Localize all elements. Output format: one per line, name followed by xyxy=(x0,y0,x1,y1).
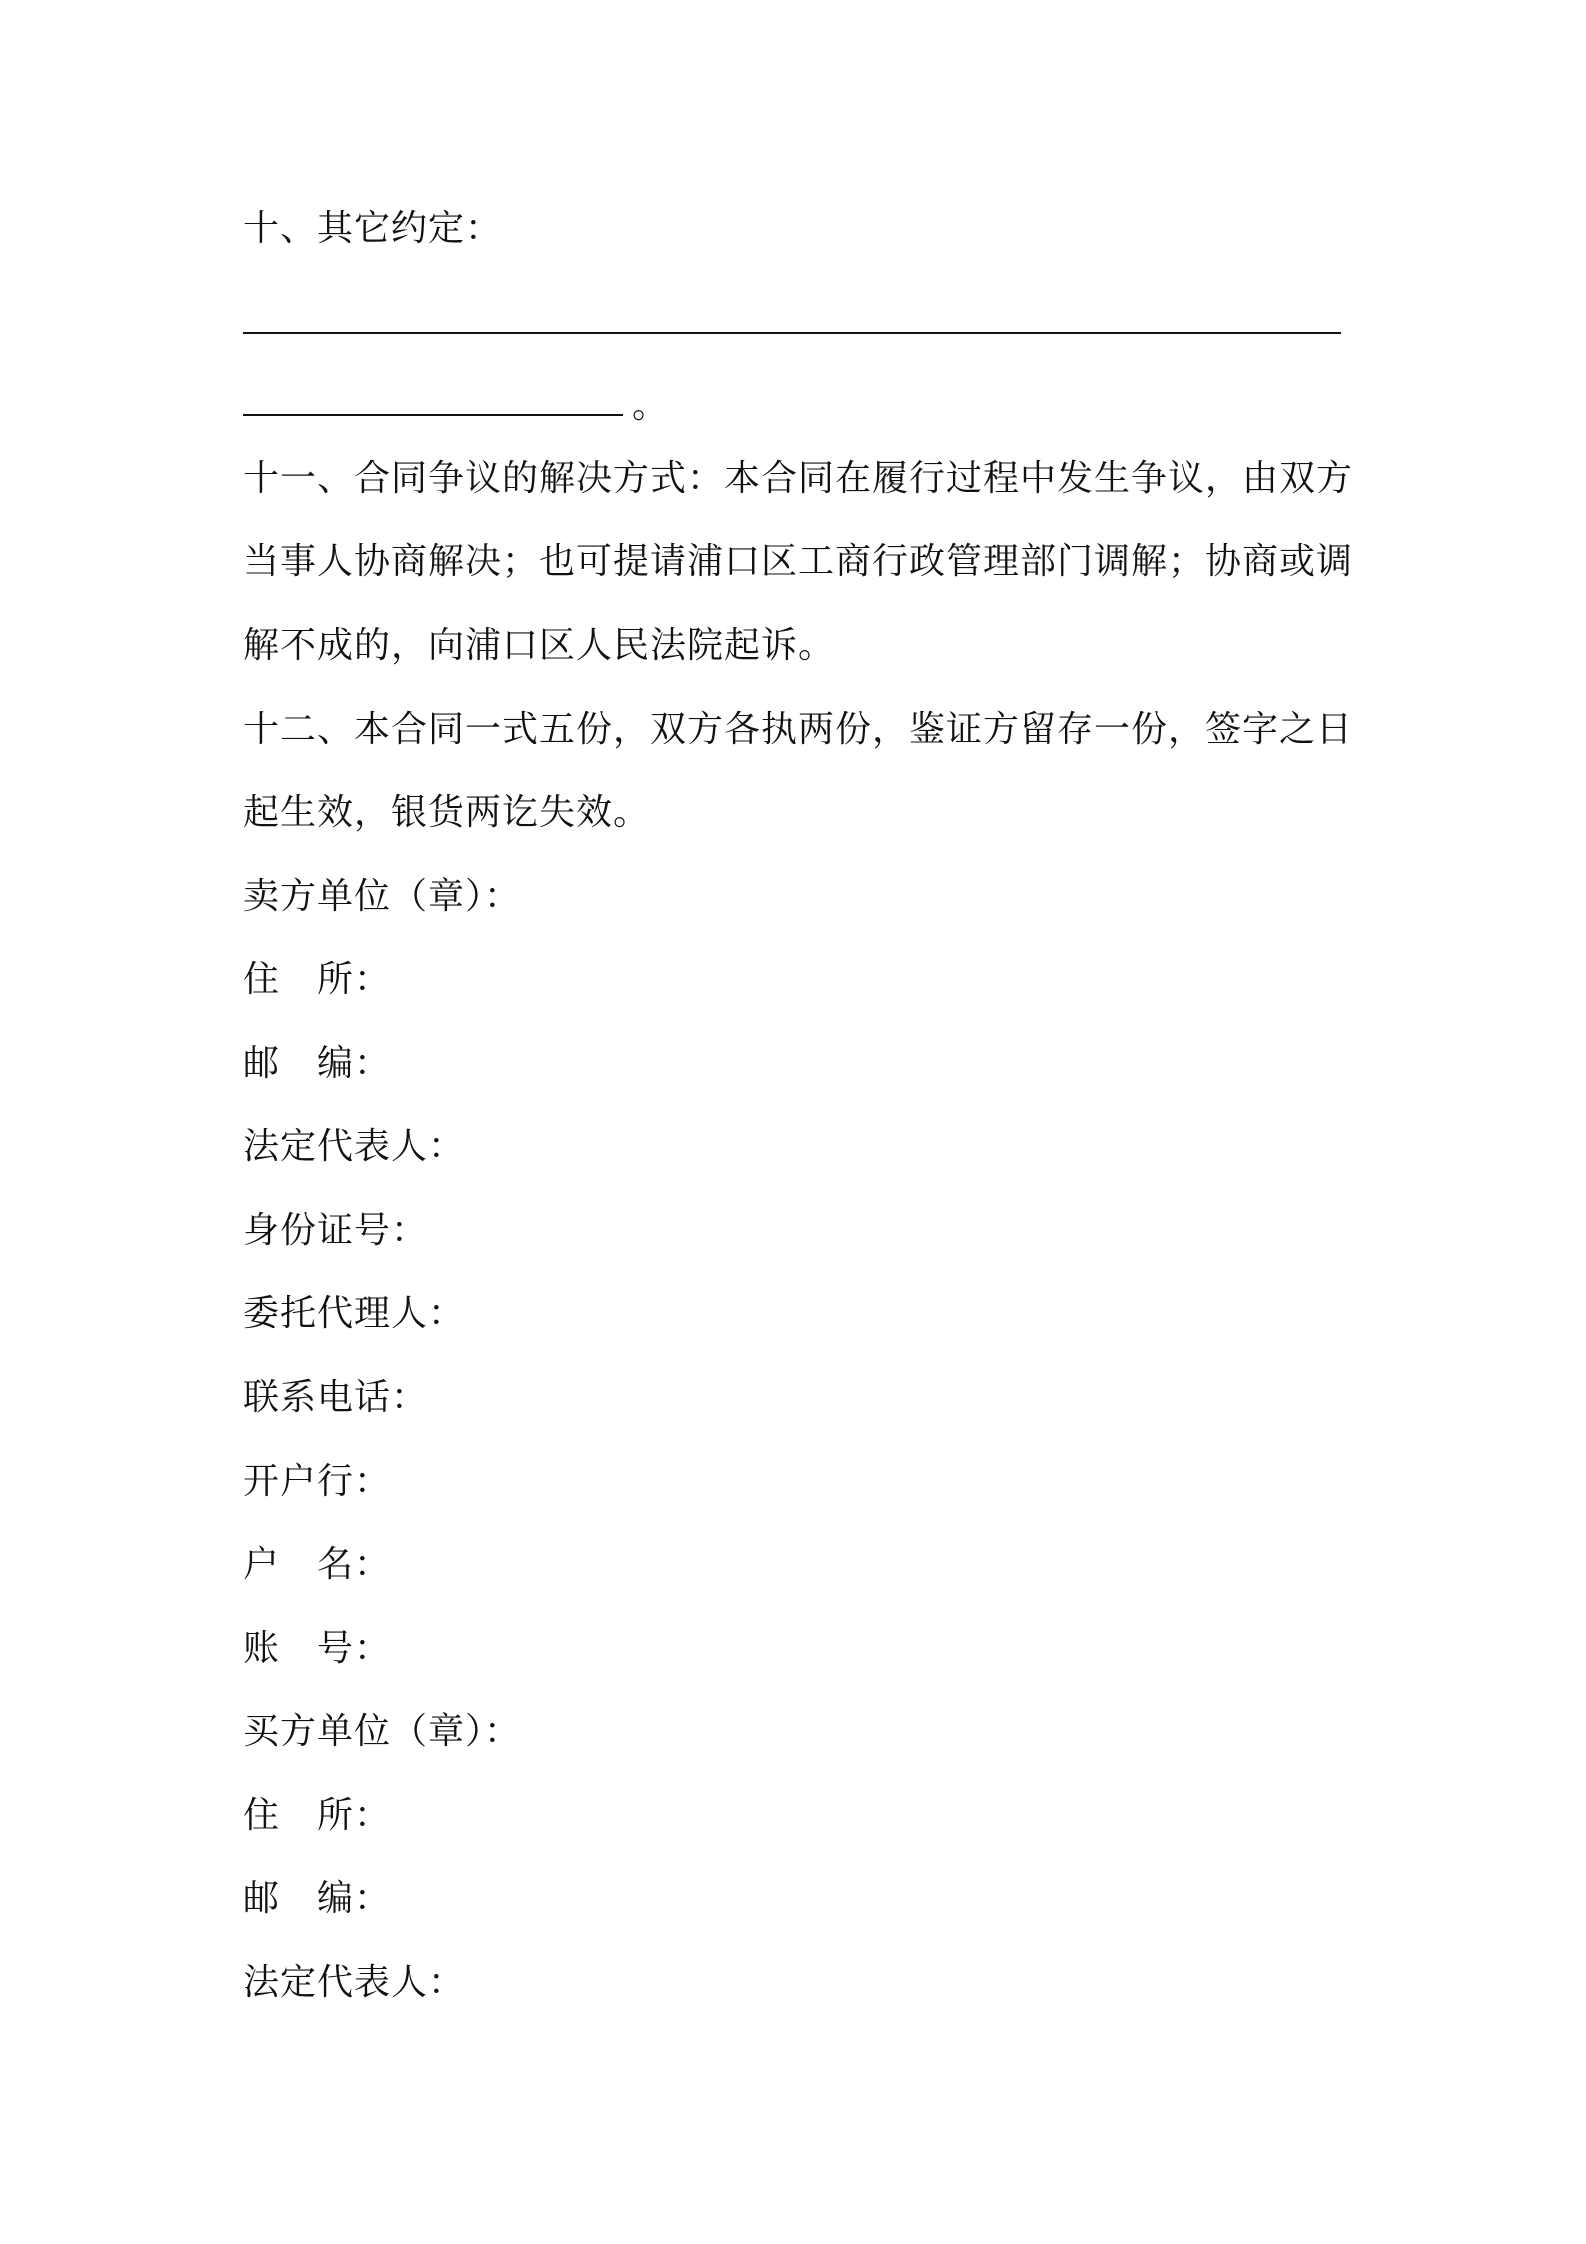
seller-agent-label: 委托代理人： xyxy=(243,1293,466,1334)
section-11-line-2: 当事人协商解决；也可提请浦口区工商行政管理部门调解；协商或调 xyxy=(243,541,1354,582)
agreement-blank-line-1 xyxy=(243,332,1341,334)
seller-address-label: 住 所： xyxy=(243,959,392,1000)
section-10-heading: 十、其它约定： xyxy=(243,208,503,249)
seller-unit-label: 卖方单位（章）： xyxy=(243,876,522,917)
section-12-line-1: 十二、本合同一式五份，双方各执两份，鉴证方留存一份，签字之日 xyxy=(243,709,1354,750)
seller-legal-rep-label: 法定代表人： xyxy=(243,1126,466,1167)
buyer-legal-rep-label: 法定代表人： xyxy=(243,1962,466,2003)
seller-id-number-label: 身份证号： xyxy=(243,1210,429,1251)
seller-account-number-label: 账 号： xyxy=(243,1628,392,1669)
section-11-line-3: 解不成的，向浦口区人民法院起诉。 xyxy=(243,625,836,666)
seller-account-name-label: 户 名： xyxy=(243,1544,392,1585)
seller-postcode-label: 邮 编： xyxy=(243,1043,392,1084)
seller-bank-label: 开户行： xyxy=(243,1461,392,1502)
buyer-postcode-label: 邮 编： xyxy=(243,1878,392,1919)
agreement-end-mark: 。 xyxy=(632,385,669,426)
buyer-address-label: 住 所： xyxy=(243,1795,392,1836)
section-11-line-1: 十一、合同争议的解决方式：本合同在履行过程中发生争议，由双方 xyxy=(243,458,1354,499)
buyer-unit-label: 买方单位（章）： xyxy=(243,1711,522,1752)
seller-phone-label: 联系电话： xyxy=(243,1377,429,1418)
section-12-line-2: 起生效，银货两讫失效。 xyxy=(243,792,651,833)
agreement-blank-line-2 xyxy=(243,414,623,416)
